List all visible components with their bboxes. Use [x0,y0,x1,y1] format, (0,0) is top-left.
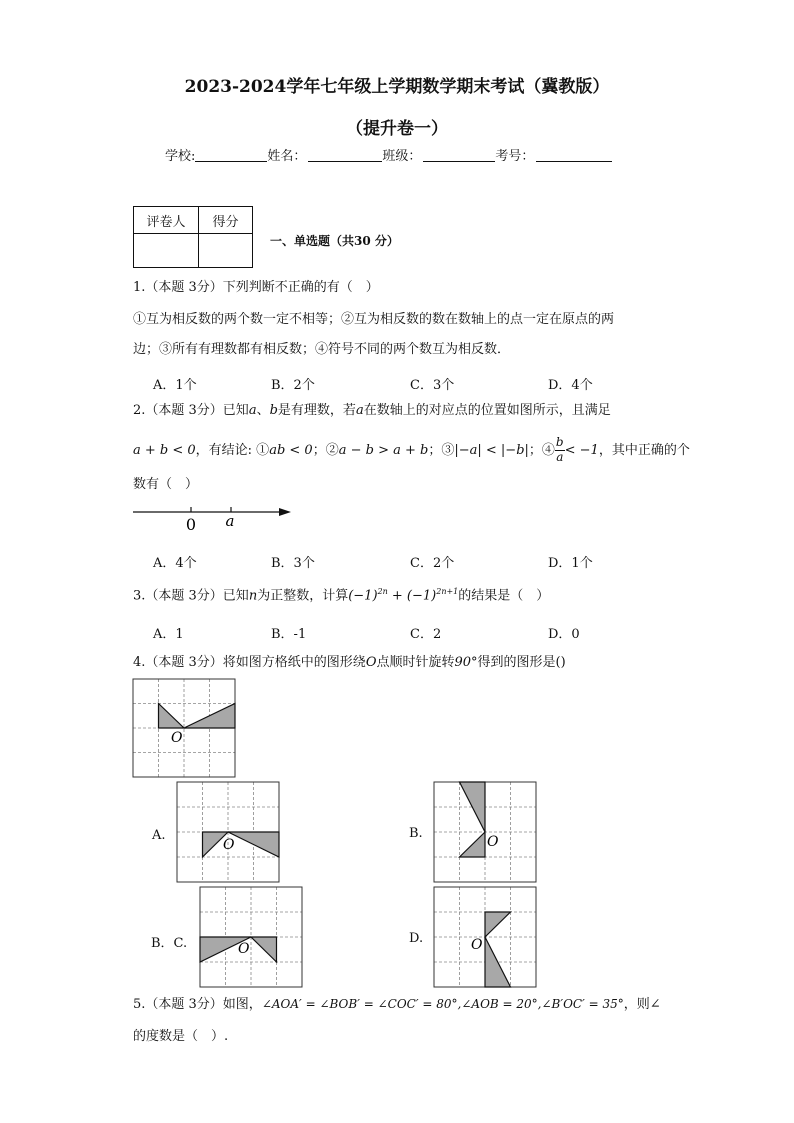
number-line-a: a [225,512,235,530]
q4-option-a-label[interactable]: A. [152,828,166,843]
q5-stem-line2: 的度数是（ ）. [133,1029,229,1044]
q2-text: 2.（本题 3分）已知 [133,403,249,418]
q1-option-b[interactable]: B．2个 [271,378,315,393]
q2-text: ，有结论: ① [195,442,270,458]
point-o-label: O [487,834,499,850]
class-field[interactable] [423,147,495,162]
q4-option-d-label[interactable]: D. [409,931,424,946]
shape-right-triangle [184,704,235,729]
score-cell[interactable] [199,234,253,268]
school-label: 学校: [165,149,196,164]
q2-text: 是有理数，若 [277,403,356,418]
q3-exponent-2: 2n+1 [436,587,459,596]
grader-header: 评卷人 [134,207,199,234]
q5-text: ，则∠ [623,997,661,1012]
section-title: 一、单选题（共30 分） [270,234,399,248]
q3-text: 3.（本题 3分）已知 [133,588,249,604]
q1-option-d[interactable]: D．4个 [548,378,593,393]
q5-condition: ∠AOA′ = ∠BOB′ = ∠COC′ = 80°,∠AOB = 20°,∠B′OC′ = 35° [261,997,624,1011]
class-label: 班级： [382,149,422,164]
q3-var-n: n [248,588,258,604]
q3-stem [133,588,549,602]
shape-left-triangle [159,704,185,729]
q2-var-b: b [269,403,278,418]
q2-text: ，其中正确的个 [598,442,690,458]
q3-option-c[interactable]: C．2 [410,627,442,642]
q2-stem-line2 [133,436,690,465]
name-field[interactable] [308,147,382,162]
q4-option-a-figure[interactable] [177,782,279,882]
school-field[interactable] [195,147,267,162]
q4-stem [133,656,566,669]
q4-option-b-label[interactable]: B. [409,826,423,841]
q2-conclusion-1: ab < 0 [269,442,313,458]
q2-stem-line1 [133,404,611,417]
q2-condition: a + b < 0 [133,442,196,458]
q4-text: 4.（本题 3分）将如图方格纸中的图形绕 [133,655,366,670]
fraction-numerator: b [555,435,564,449]
q2-option-a[interactable]: A．4个 [153,556,197,571]
exam-no-label: 考号： [495,149,535,164]
q2-option-d[interactable]: D．1个 [548,556,593,571]
exam-title: 2023-2024学年七年级上学期数学期末考试（冀教版） [184,77,610,97]
fraction-denominator: a [556,449,564,464]
name-label: 姓名： [267,149,307,164]
q4-option-b-figure[interactable] [434,782,536,882]
score-header: 得分 [199,207,253,234]
grader-cell[interactable] [134,234,199,268]
q2-sep: 、 [256,403,270,418]
q4-option-d-figure[interactable] [434,887,536,987]
q4-var-o: O [365,655,377,670]
q3-text: 的结果是（ ） [458,588,550,604]
q1-text-line1: ①互为相反数的两个数一定不相等；②互为相反数的数在数轴上的点一定在原点的两 [133,312,615,327]
q4-text: 得到的图形是() [477,655,566,670]
q2-text: ；④ [528,442,555,458]
point-o-label: O [223,837,235,853]
q2-stem-line3: 数有（ ） [133,477,199,492]
q1-option-c[interactable]: C．3个 [410,378,455,393]
q2-conclusion-3: |−a| < |−b| [454,442,529,458]
q2-option-c[interactable]: C．2个 [410,556,455,571]
q3-option-b[interactable]: B．-1 [271,627,307,642]
q2-conclusion-2: a − b > a + b [338,442,429,458]
q2-conclusion-4: < −1 [564,442,599,458]
number-line-zero: 0 [185,515,197,534]
q2-text: 在数轴上的对应点的位置如图所示，且满足 [363,403,611,418]
q4-degrees: 90° [454,655,478,670]
grading-table [133,206,253,268]
point-o-label: O [171,730,183,746]
q1-stem: 1.（本题 3分）下列判断不正确的有（ ） [133,280,379,295]
q3-expr: + (−1) [387,588,437,604]
point-o-label: O [471,937,483,953]
q5-stem-line1 [133,998,661,1011]
q3-expr: (−1) [348,588,378,604]
point-o-label: O [238,941,250,957]
q4-original-figure [133,679,235,777]
q4-text: 点顺时针旋转 [376,655,455,670]
q3-option-d[interactable]: D．0 [548,627,580,642]
q4-option-c-figure[interactable] [200,887,302,987]
arrow-icon [279,508,291,516]
q2-text: ；③ [428,442,455,458]
q2-var-a: a [355,403,364,418]
exam-no-field[interactable] [536,147,612,162]
q2-text: ；② [312,442,339,458]
q1-option-a[interactable]: A．1个 [153,378,197,393]
q2-number-line [133,502,303,534]
student-info-line [165,145,612,164]
q3-text: 为正整数，计算 [257,588,349,604]
q1-text-line2: 边；③所有有理数都有相反数；④符号不同的两个数互为相反数． [133,342,511,357]
q2-option-b[interactable]: B．3个 [271,556,315,571]
q3-exponent-1: 2n [377,587,388,596]
q4-option-c-label[interactable]: B．C. [151,936,188,951]
q5-text: 5.（本题 3分）如图， [133,997,262,1012]
q3-option-a[interactable]: A．1 [153,627,184,642]
q2-fraction [555,436,565,465]
exam-subtitle: （提升卷一） [346,119,448,139]
q2-var-a: a [248,403,257,418]
